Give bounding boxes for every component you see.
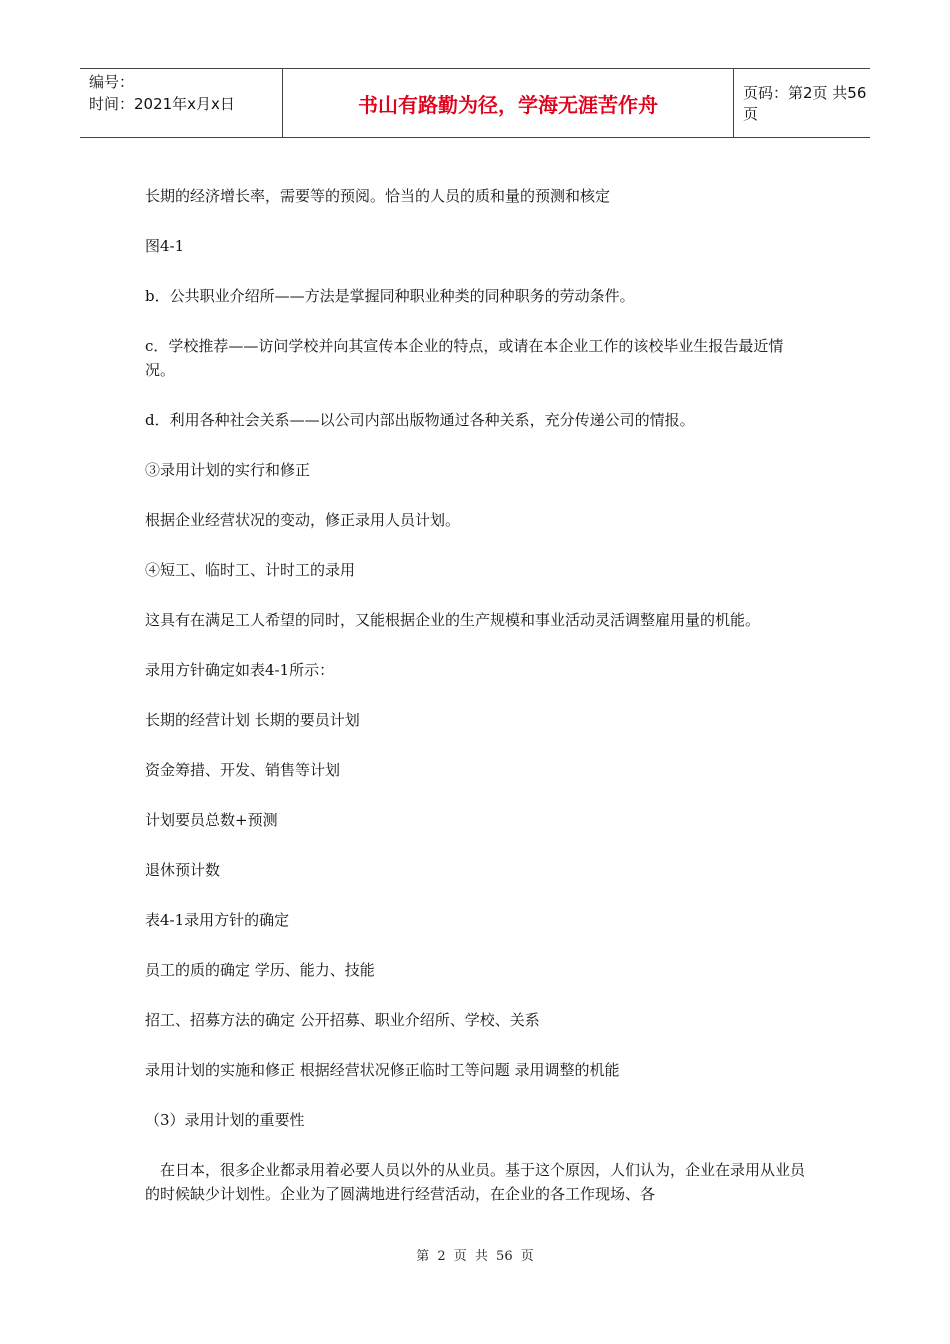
table-line: 计划要员总数+预测 (145, 811, 278, 829)
section-heading: ④短工、临时工、计时工的录用 (145, 561, 356, 579)
header-page-code: 页码：第2页 共56页 (743, 84, 867, 123)
time-label: 时间：2021年x月x日 (89, 95, 235, 113)
figure-label: 图4-1 (145, 237, 185, 255)
table-line: 录用计划的实施和修正 根据经营状况修正临时工等问题 录用调整的机能 (145, 1061, 620, 1079)
table-line: 退休预计数 (145, 861, 221, 879)
paragraph: b．公共职业介绍所——方法是掌握同种职业种类的同种职务的劳动条件。 (145, 287, 635, 305)
section-heading: ③录用计划的实行和修正 (145, 461, 311, 479)
paragraph: 在日本，很多企业都录用着必要人员以外的从业员。基于这个原因，人们认为，企业在录用从业员的时候缺少计划性。企业为了圆满地进行经营活动，在企业的各工作现场、各 (145, 1161, 806, 1203)
table-line: 资金筹措、开发、销售等计划 (145, 761, 341, 779)
paragraph: d．利用各种社会关系——以公司内部出版物通过各种关系，充分传递公司的情报。 (145, 411, 695, 429)
page-footer: 第 2 页 共 56 页 (416, 1249, 534, 1264)
table-line: 招工、招募方法的确定 公开招募、职业介绍所、学校、关系 (145, 1011, 540, 1029)
page-header (80, 68, 870, 138)
table-line: 员工的质的确定 学历、能力、技能 (145, 961, 375, 979)
table-line: 长期的经营计划 长期的要员计划 (145, 711, 360, 729)
header-motto: 书山有路勤为径，学海无涯苦作舟 (282, 69, 734, 137)
section-heading: （3）录用计划的重要性 (145, 1111, 305, 1129)
paragraph: 根据企业经营状况的变动，修正录用人员计划。 (145, 511, 461, 529)
paragraph: 这具有在满足工人希望的同时，又能根据企业的生产规模和事业活动灵活调整雇用量的机能。 (145, 611, 761, 629)
document-body (145, 184, 807, 1232)
paragraph: 录用方针确定如表4-1所示： (145, 661, 335, 679)
number-label: 编号： (89, 73, 135, 91)
header-meta (80, 69, 282, 137)
table-caption: 表4-1录用方针的确定 (145, 911, 290, 929)
paragraph: c．学校推荐——访问学校并向其宣传本企业的特点，或请在本企业工作的该校毕业生报告最近情况。 (145, 337, 784, 379)
paragraph: 长期的经济增长率，需要等的预阅。恰当的人员的质和量的预测和核定 (145, 187, 611, 205)
